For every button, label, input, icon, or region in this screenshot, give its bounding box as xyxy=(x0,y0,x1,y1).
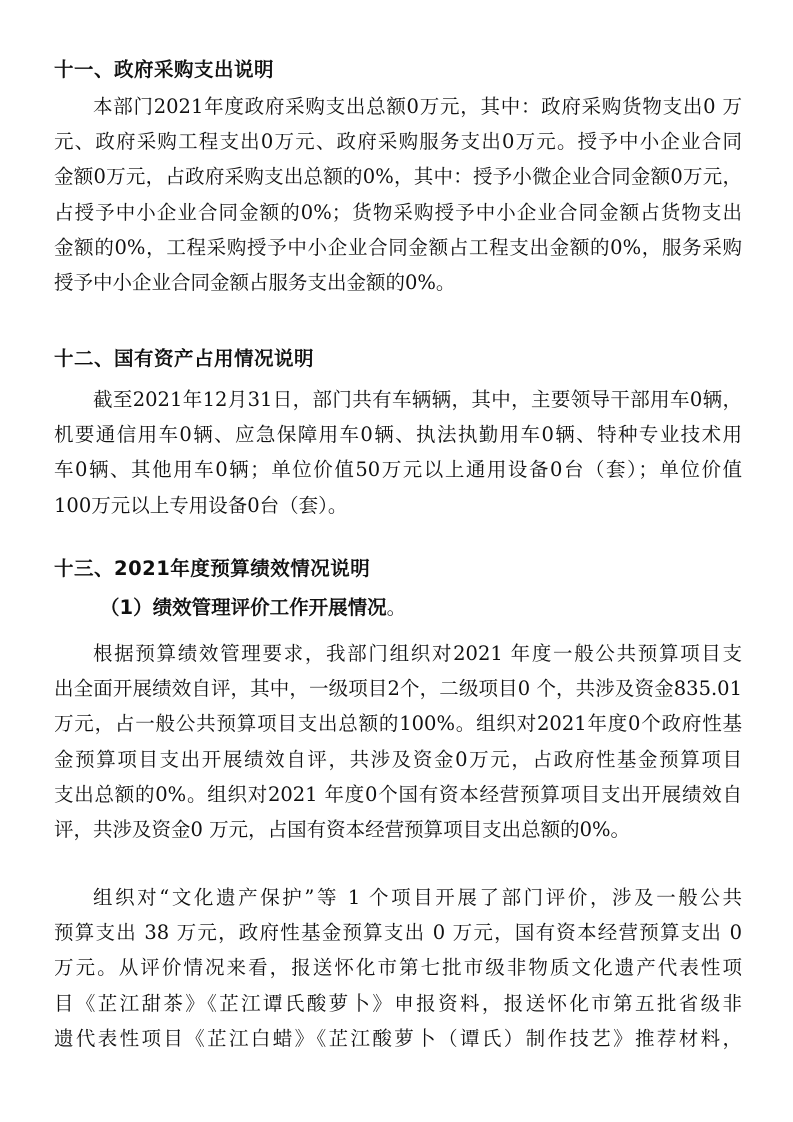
text-line: 组织对“文化遗产保护”等 1 个项目开展了部门评价，涉及一般公共 xyxy=(93,886,742,909)
text-line: 万元，占一般公共预算项目支出总额的100%。组织对2021年度0个政府性基 xyxy=(54,712,742,736)
text-line: 出全面开展绩效自评，其中，一级项目2个，二级项目0 个，共涉及资金835.01 xyxy=(54,677,742,701)
text-line: 授予中小企业合同金额占服务支出金额的0%。 xyxy=(54,271,456,295)
subheading-performance-evaluation xyxy=(100,596,406,620)
text-line: 万元。从评价情况来看，报送怀化市第七批市级非物质文化遗产代表性项 xyxy=(54,956,742,980)
text-line: 评，共涉及资金0 万元，占国有资本经营预算项目支出总额的0%。 xyxy=(54,818,631,842)
text-line: 目《芷江甜茶》《芷江谭氏酸萝卜》申报资料，报送怀化市第五批省级非 xyxy=(54,991,742,1015)
text-line: 机要通信用车0辆、应急保障用车0辆、执法执勤用车0辆、特种专业技术用 xyxy=(54,423,742,447)
paragraph-state-assets xyxy=(54,382,742,523)
section-heading-state-assets: 十二、国有资产占用情况说明 xyxy=(54,347,315,370)
text-line: 车0辆、其他用车0辆；单位价值50万元以上通用设备0台（套）；单位价值 xyxy=(54,458,742,482)
text-line: 金额0万元，占政府采购支出总额的0%，其中：授予小微企业合同金额0万元， xyxy=(54,165,742,189)
text-line: 元、政府采购工程支出0万元、政府采购服务支出0万元。授予中小企业合同 xyxy=(54,130,742,154)
section-heading-performance: 十三、2021年度预算绩效情况说明 xyxy=(54,557,371,580)
paragraph-performance-self-evaluation xyxy=(54,636,742,847)
text-line: 金额的0%，工程采购授予中小企业合同金额占工程支出金额的0%，服务采购 xyxy=(54,235,742,259)
section-heading-government-procurement: 十一、政府采购支出说明 xyxy=(54,58,275,81)
paragraph-procurement xyxy=(54,89,742,300)
text-line: 占授予中小企业合同金额的0%；货物采购授予中小企业合同金额占货物支出 xyxy=(54,200,742,224)
paragraph-department-evaluation xyxy=(54,880,742,1056)
text-line: 根据预算绩效管理要求，我部门组织对2021 年度一般公共预算项目支 xyxy=(93,642,742,665)
text-line: 遗代表性项目《芷江白蜡》《芷江酸萝卜（谭氏）制作技艺》推荐材料， xyxy=(54,1026,742,1050)
text-line: 支出总额的0%。组织对2021 年度0个国有资本经营预算项目支出开展绩效自 xyxy=(54,782,742,806)
text-line: 预算支出 38 万元，政府性基金预算支出 0 万元，国有资本经营预算支出 0 xyxy=(54,921,742,945)
subheading-text: （1）绩效管理评价工作开展情况 xyxy=(100,596,387,619)
text-line: 金预算项目支出开展绩效自评，共涉及资金0万元，占政府性基金预算项目 xyxy=(54,747,742,771)
subheading-tail: 。 xyxy=(386,596,407,619)
text-line: 本部门2021年度政府采购支出总额0万元，其中：政府采购货物支出0 万 xyxy=(93,95,742,118)
text-line: 100万元以上专用设备0台（套）。 xyxy=(54,493,348,517)
text-line: 截至2021年12月31日，部门共有车辆辆，其中，主要领导干部用车0辆， xyxy=(93,388,742,411)
